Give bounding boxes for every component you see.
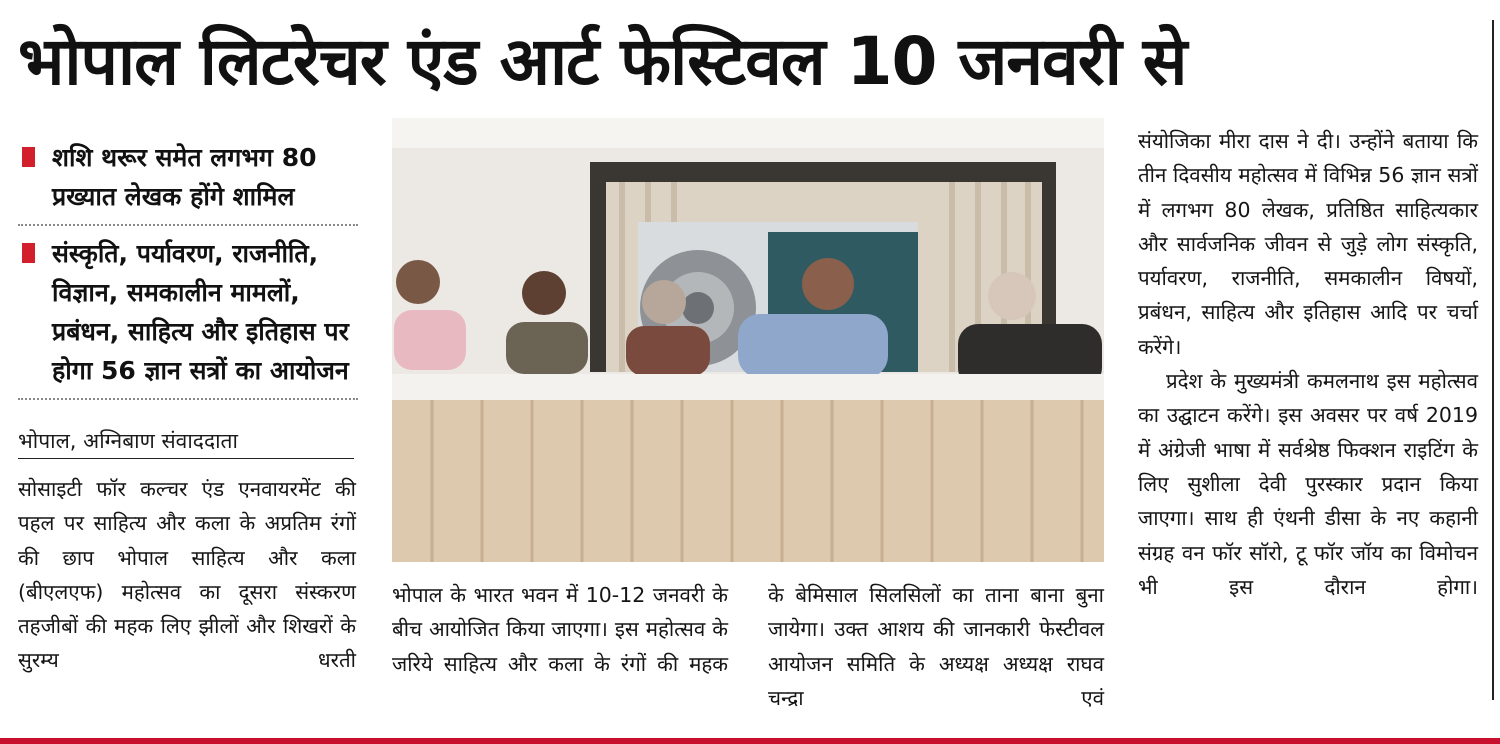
bullet-square-icon — [22, 243, 35, 263]
bullet-square-icon — [22, 147, 35, 167]
highlight-item — [18, 138, 358, 216]
event-photo — [392, 118, 1104, 562]
highlight-item — [18, 234, 358, 390]
column-rule — [1492, 20, 1494, 700]
headline: भोपाल लिटरेचर एंड आर्ट फेस्टिवल 10 जनवरी से — [18, 23, 1187, 100]
article-column-3: के बेमिसाल सिलसिलों का ताना बाना बुना जायेगा। उक्त आशय की जानकारी फेस्टीवल आयोजन समिति के अध्यक्ष अध्यक्ष राघव चन्द्रा एवं — [768, 583, 1104, 710]
highlight-text: संस्कृति, पर्यावरण, राजनीति, विज्ञान, समकालीन मामलों, प्रबंधन, साहित्य और इतिहास पर होगा 56 ज्ञान सत्रों का आयोजन — [52, 239, 349, 385]
paragraph: प्रदेश के मुख्यमंत्री कमलनाथ इस महोत्सव का उद्घाटन करेंगे। इस अवसर पर वर्ष 2019 में अंग्रेजी भाषा में सर्वश्रेष्ठ फिक्शन राइटिंग के लिए सुशीला देवी पुरस्कार प्रदान किया जाएगा। साथ ही एंथनी डीसा के नए कहानी संग्रह वन फॉर सॉरो, टू फॉर जॉय का विमोचन भी इस दौरान होगा। — [1138, 369, 1478, 599]
highlight-text: शशि थरूर समेत लगभग 80 प्रख्यात लेखक होंगे शामिल — [52, 143, 317, 211]
highlights — [18, 138, 358, 408]
press-conference-photo — [392, 118, 1104, 562]
divider — [18, 398, 358, 400]
divider — [18, 224, 358, 226]
article-column-1: सोसाइटी फॉर कल्चर एंड एनवायरमेंट की पहल पर साहित्य और कला के अप्रतिम रंगों की छाप भोपाल साहित्य और कला (बीएलएफ) महोत्सव का दूसरा संस्करण तहजीबों की महक लिए झीलों और शिखरों के सुरम्य धरती — [18, 477, 356, 673]
article-column-4 — [1138, 124, 1478, 604]
article-column-2: भोपाल के भारत भवन में 10-12 जनवरी के बीच आयोजित किया जाएगा। इस महोत्सव के जरिये साहित्य और कला के रंगों की महक — [392, 583, 728, 676]
paragraph: संयोजिका मीरा दास ने दी। उन्होंने बताया कि तीन दिवसीय महोत्सव में विभिन्न 56 ज्ञान सत्रों में लगभग 80 लेखक, प्रतिष्ठित साहित्यकार और सार्वजनिक जीवन से जुड़े लोग संस्कृति, पर्यावरण, राजनीति, समकालीन विषयों, प्रबंधन, साहित्य और इतिहास आदि पर चर्चा करेंगे। — [1138, 129, 1478, 359]
bottom-rule — [0, 738, 1500, 744]
byline: भोपाल, अग्निबाण संवाददाता — [18, 426, 354, 459]
